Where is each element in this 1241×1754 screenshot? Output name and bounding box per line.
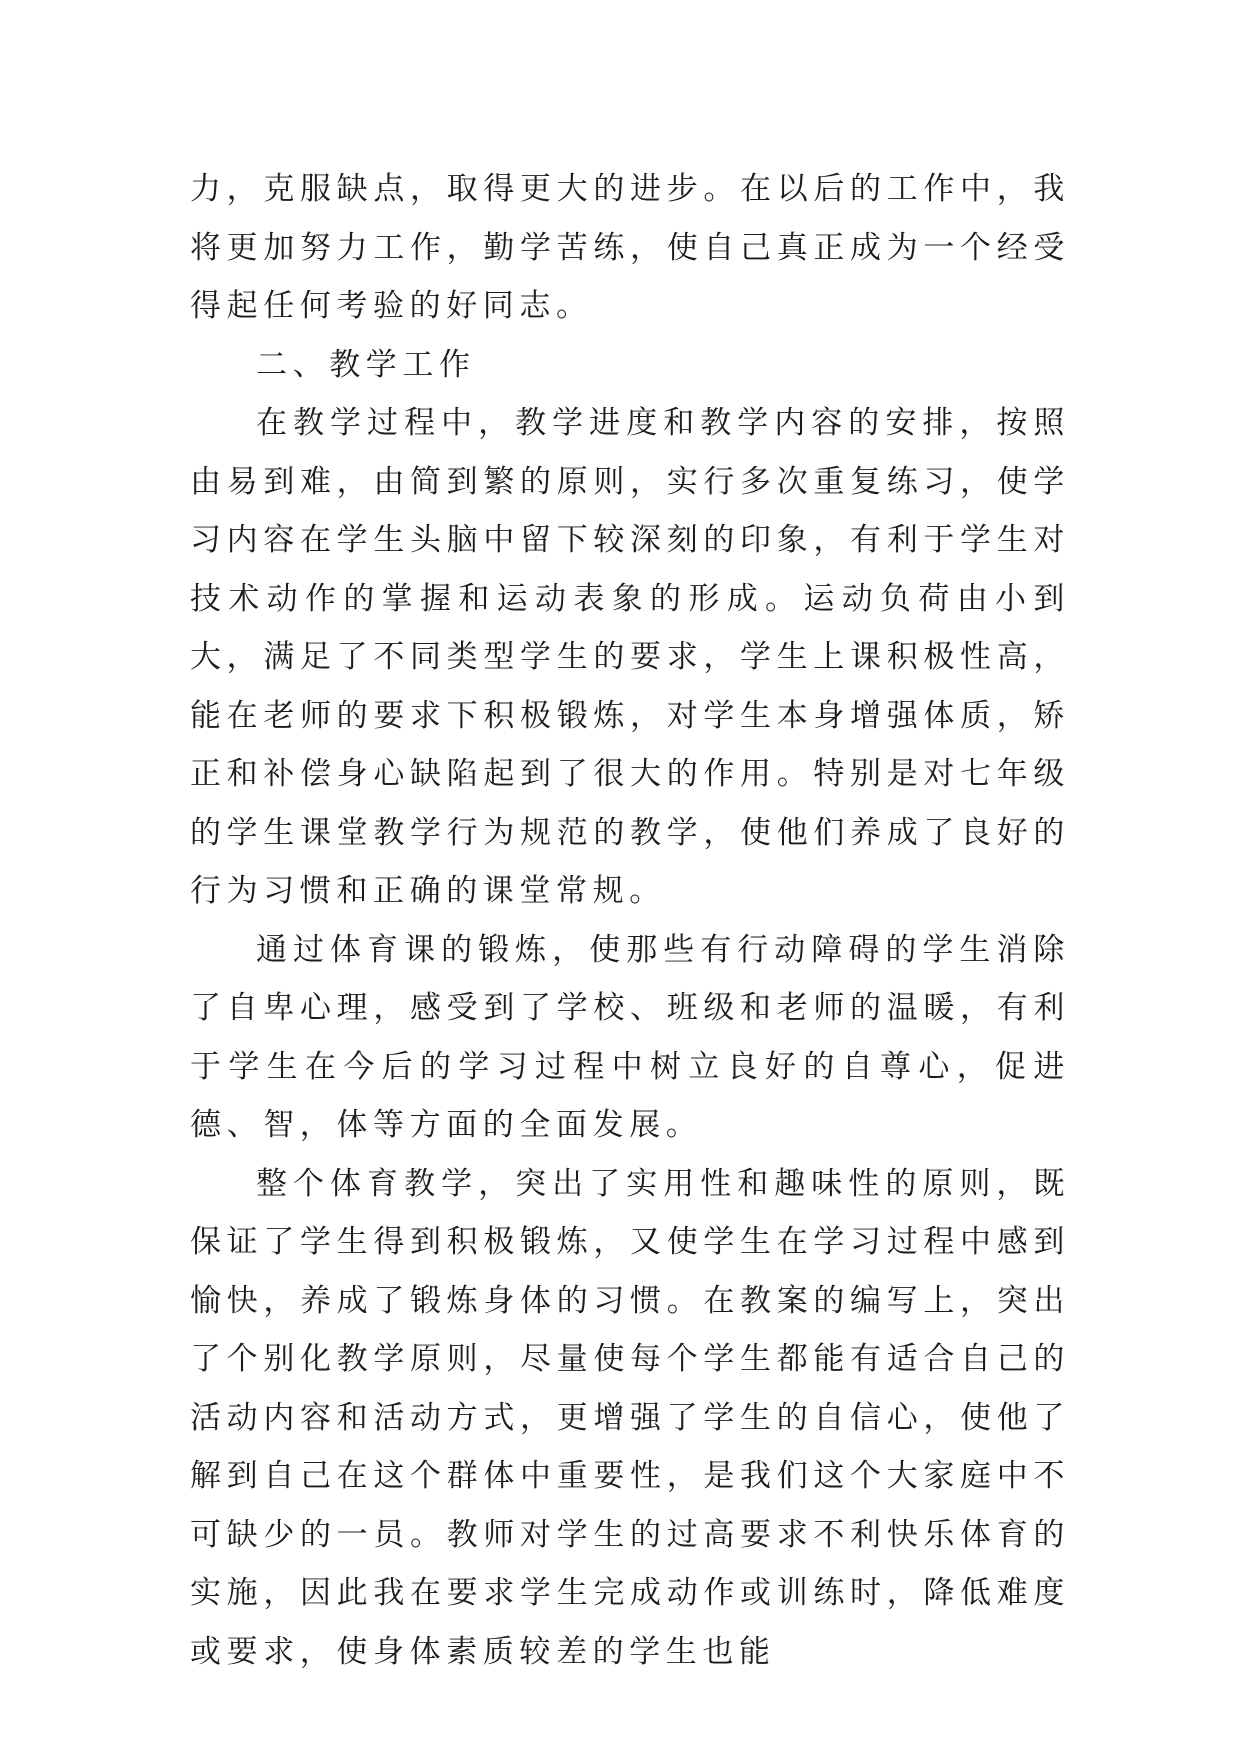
document-body [190,160,1070,1681]
paragraph-continuation: 力，克服缺点，取得更大的进步。在以后的工作中，我将更加努力工作，勤学苦练，使自己真正成为一个经受得起任何考验的好同志。 [190,171,1070,324]
section-heading: 二、教学工作 [256,346,476,383]
paragraph-teaching-process: 在教学过程中，教学进度和教学内容的安排，按照由易到难，由简到繁的原则，实行多次重复练习，使学习内容在学生头脑中留下较深刻的印象，有利于学生对技术动作的掌握和运动表象的形成。运动负荷由小到大，满足了不同类型学生的要求，学生上课积极性高，能在老师的要求下积极锻炼，对学生本身增强体质，矫正和补偿身心缺陷起到了很大的作用。特别是对七年级的学生课堂教学行为规范的教学，使他们养成了良好的行为习惯和正确的课堂常规。 [190,405,1070,909]
paragraph-pe-teaching: 整个体育教学，突出了实用性和趣味性的原则，既保证了学生得到积极锻炼，又使学生在学习过程中感到愉快，养成了锻炼身体的习惯。在教案的编写上，突出了个别化教学原则，尽量使每个学生都能有适合自己的活动内容和活动方式，更增强了学生的自信心，使他了解到自己在这个群体中重要性，是我们这个大家庭中不可缺少的一员。教师对学生的过高要求不利快乐体育的实施，因此我在要求学生完成动作或训练时，降低难度或要求，使身体素质较差的学生也能 [190,1165,1070,1670]
paragraph-pe-exercise: 通过体育课的锻炼，使那些有行动障碍的学生消除了自卑心理，感受到了学校、班级和老师的温暖，有利于学生在今后的学习过程中树立良好的自尊心，促进德、智，体等方面的全面发展。 [190,931,1070,1143]
